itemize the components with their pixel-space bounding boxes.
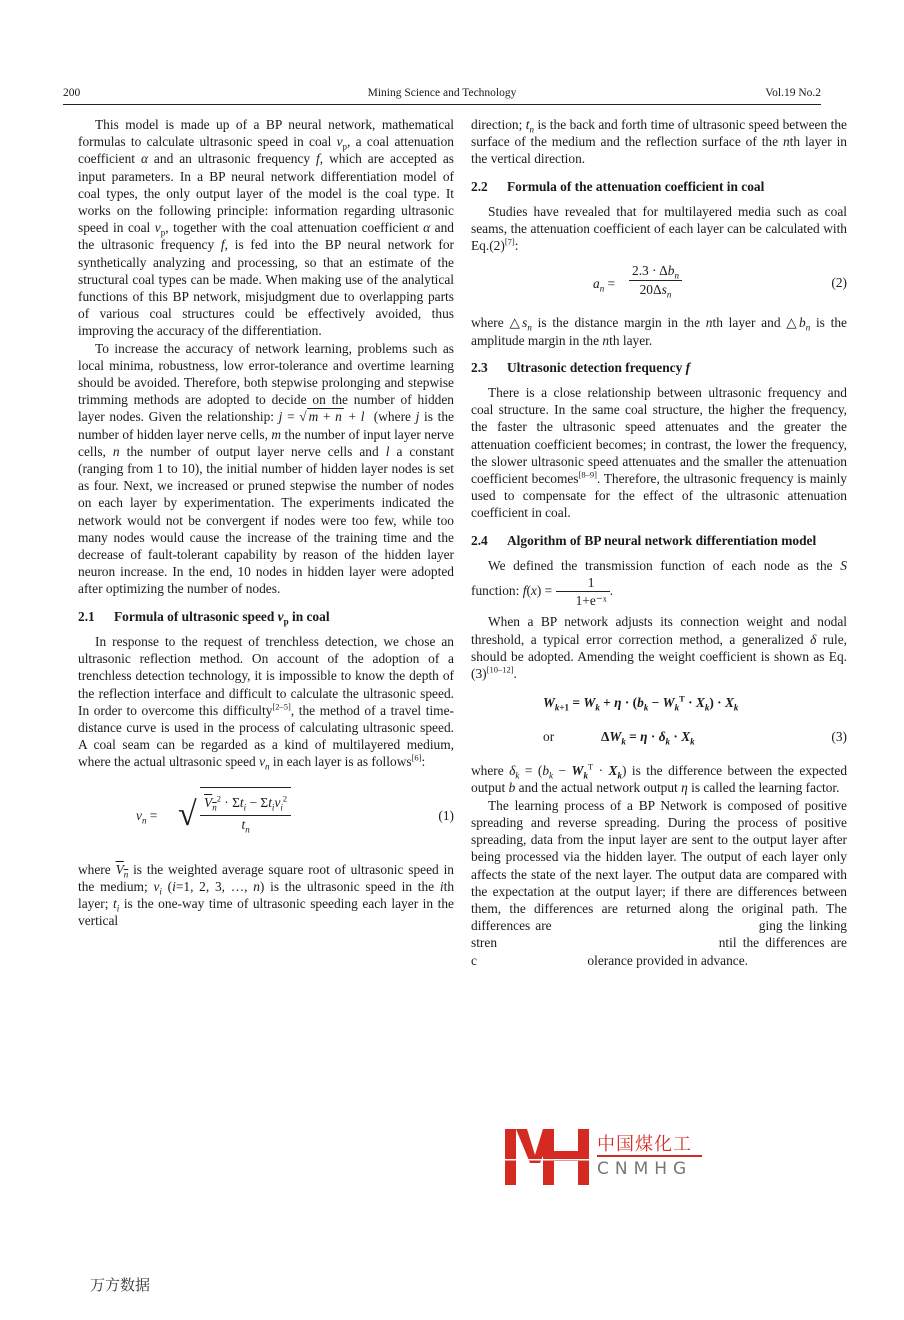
page-number: 200: [63, 87, 81, 99]
paragraph-learning-factor: where $\delta_k = (b_k - W_k^T \cdot X_k)$ is the difference between the expected output b and the actual network output η is called the learning factor.: [471, 761, 848, 796]
paragraph-margin-defs: where $\triangle s_n$ is the distance margin in the nth layer and $\triangle b_n$ is the amplitude margin in the nth layer.: [471, 315, 847, 348]
watermark-logo: [505, 1129, 825, 1185]
source-footer: 万方数据: [90, 1276, 151, 1294]
paragraph-reflection-method: In response to the request of trenchless detection, we chose an ultrasonic reflection method. On account of the adoption of a trenchless detection technology, it is impossible to know the depth of the reflection interface and difficult to calculate the ultrasonic speed. In order to overcome this difficulty[2–5], the method of a travel time-distance curve is used in the process of calculating ultrasonic speed. A coal seam can be regarded as a kind of multilayered medium, where the actual ultrasonic speed $v_n$ in each layer is as follows[6]:: [78, 633, 454, 772]
watermark-chinese: 中国煤化工: [597, 1134, 692, 1155]
paragraph-variable-defs: where $V_n$ is the weighted average square root of ultrasonic speed in the medium; $v_i$ (i=1, 2, 3, …, n) is the ultrasonic speed in the ith layer; $t_i$ is the one-way time of ultrasonic speeding each layer in the vertical: [78, 861, 455, 929]
paragraph-learning-process: The learning process of a BP Network is composed of positive spreading and reverse spreading. During the process of positive spreading, data from the input layer are sent to the output layer after being processed via the hidden layer. The output of each layer only affects the state of the next layer. The output data are compared with the expectation at the output layer; if there are differences between them, the differences are returned along the original path. The differences are ging the linking stren ntil the differences are c olerance provided in advance.: [471, 797, 847, 968]
mh-logo-icon: [505, 1129, 590, 1185]
journal-title: Mining Science and Technology: [367, 87, 517, 99]
section-heading-2-2: 2.2 Formula of the attenuation coefficient in coal: [471, 178, 765, 194]
paragraph-delta-rule: When a BP network adjusts its connection weight and nodal threshold, a typical error correction method, a generalized δ rule, should be adopted. Amending the weight coefficient is shown as Eq.(3)[10–12].: [471, 614, 847, 682]
right-column: [471, 116, 847, 969]
left-column: [78, 116, 454, 929]
paragraph-attenuation: Studies have revealed that for multilayered media such as coal seams, the attenuation coefficient of each layer can be calculated with Eq.(2)[7]:: [471, 203, 847, 254]
running-header: [63, 86, 821, 105]
watermark-english: CNMHG: [597, 1159, 693, 1179]
section-heading-2-1: 2.1 Formula of ultrasonic speed $v_p$ in coal: [78, 608, 330, 627]
equation-2: $a_n$ = $2.3 \cdot \Delta b_n$ $20\Delta s_n$ (2): [593, 263, 847, 300]
equation-1: $v_n$ = √ $V_n^2 \cdot \Sigma t_i - \Sigma t_iv_i^2$ $t_n$ (1): [78, 781, 454, 851]
paragraph-frequency: There is a close relationship between ultrasonic frequency and coal structure. In the same coal structure, the higher the frequency, the faster the ultrasonic speed attenuates and the greater the attenuation coefficient becomes; in contrast, the lower the frequency, the slower ultrasonic speed attenuates and the smaller the attenuation coefficient becomes[8–9]. Therefore, the ultrasonic frequency is mainly used to compensate for the effect of the ultrasonic attenuation coefficient in coal.: [471, 385, 848, 521]
paragraph-hidden-layer: To increase the accuracy of network learning, problems such as local minima, robustness, low error-tolerance and overtime learning should be avoided. Therefore, both stepwise prolonging and stepwise trimming methods are adopted to decide on the number of hidden layer nodes. Given the relationship: j = √ m + n + l (where j is the number of hidden layer nerve cells, m the number of input layer nerve cells, n the number of output layer nerve cells and l a constant (ranging from 1 to 10), the initial number of hidden layer nodes is set as four. Next, we increased or pruned stepwise the number of nodes on each layer by experimentation. The experiments indicated the network would not be convergent if nodes were too few, while too many nodes would cause the increase of the training time and the decrease of fault-tolerant capability by reason of the hidden layer neuron increase. In the end, 10 nodes in hidden layer were adopted after optimizing the number of nodes.: [78, 340, 455, 597]
equation-3: $W_{k+1} = W_k + \eta \cdot (b_k - W_k^T \cdot X_k) \cdot X_k$ or $\Delta W_k = \eta \cdot \delta_k \cdot X_k$ (3): [543, 693, 847, 747]
paragraph-transmission-function: We defined the transmission function of each node as the S function: f(x) = $\frac{1}{\text{1+e⁻ˣ}}$ .: [471, 557, 847, 609]
paragraph-direction: direction; $t_n$ is the back and forth time of ultrasonic speed between the surface of the medium and the reflection surface of the nth layer in the vertical direction.: [471, 117, 847, 167]
section-heading-2-3: 2.3 Ultrasonic detection frequency f: [471, 359, 691, 375]
section-heading-2-4: 2.4 Algorithm of BP neural network differentiation model: [471, 532, 817, 548]
volume-issue: Vol.19 No.2: [765, 87, 821, 99]
watermark-divider: [597, 1155, 702, 1157]
paragraph-model-intro: This model is made up of a BP neural network, mathematical formulas to calculate ultrasonic speed in coal $v_p$, a coal attenuation coefficient α and an ultrasonic frequency f, which are accepted as input parameters. In a BP neural network differentiation model of coal types, the only output layer of the model is the coal type. It works on the following principle: information regarding ultrasonic speed in coal $v_p$, together with the coal attenuation coefficient α and the ultrasonic frequency f, is fed into the BP neural network for synthetically analyzing and processing, so that an estimate of the structural coal types can be made. When making use of the analytical functions of this BP network, misjudgment due to overlapping parts of various coal structures could be effectively avoided, thus improving the accuracy of the differentiation.: [78, 117, 454, 339]
